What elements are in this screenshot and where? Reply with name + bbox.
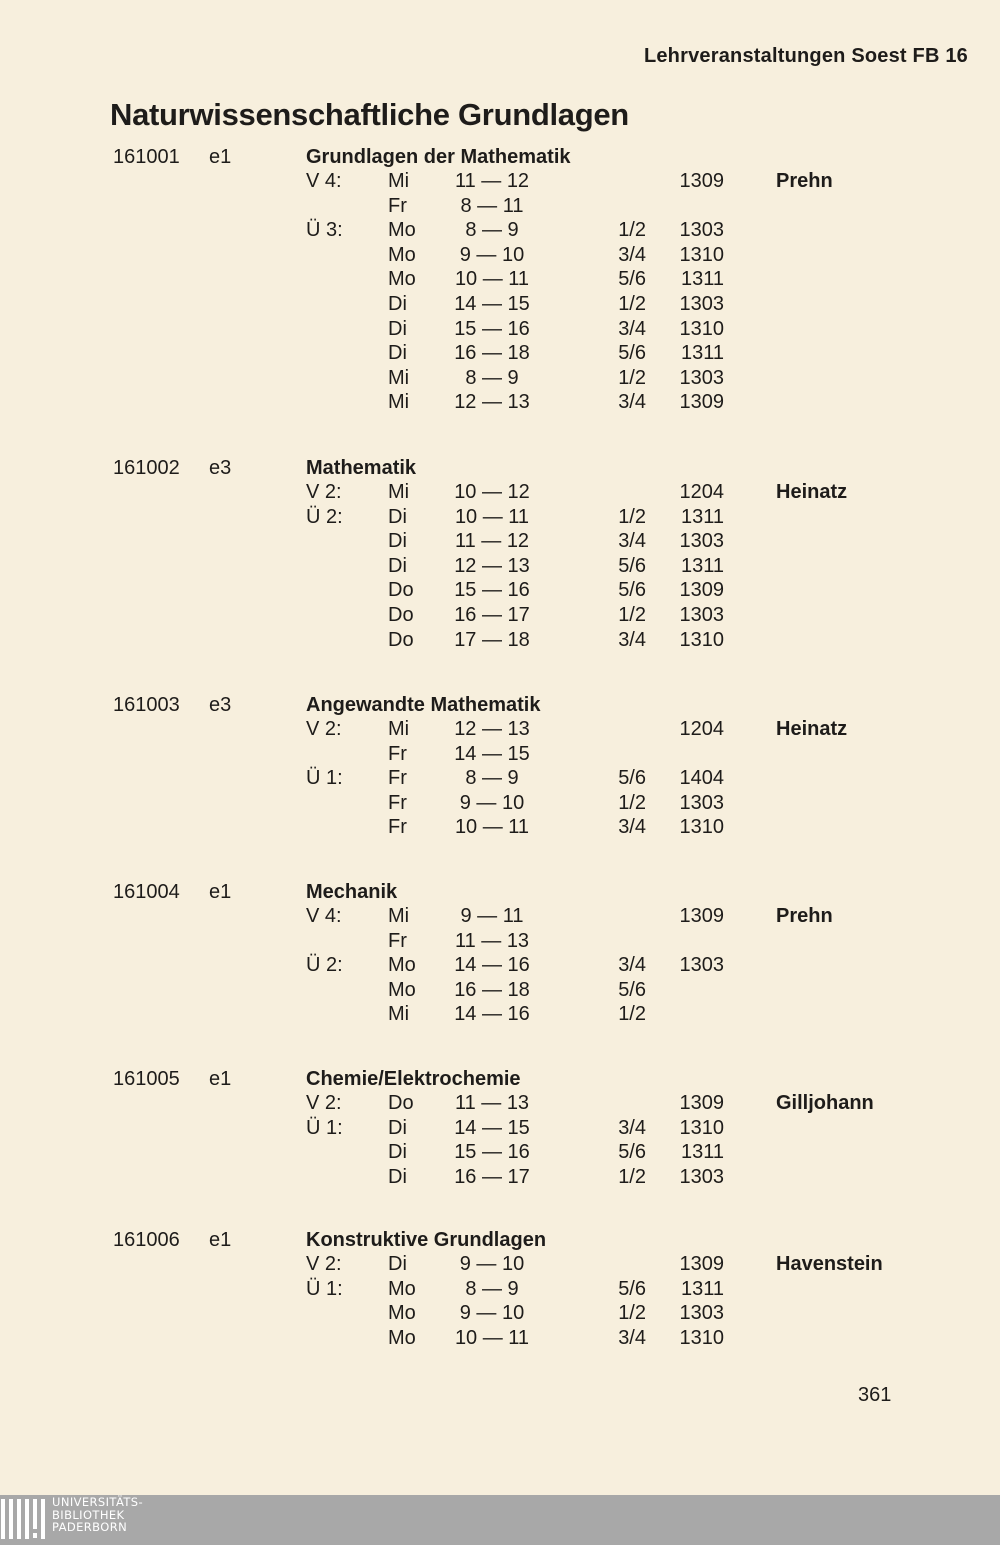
course-id: 161003	[113, 694, 180, 716]
session-type: Ü 3:	[306, 219, 343, 242]
schedule-row	[0, 743, 1000, 768]
group-number: 1/2	[618, 505, 646, 528]
schedule-row	[0, 792, 1000, 817]
schedule-row	[0, 481, 1000, 506]
room-number: 1311	[680, 1277, 724, 1300]
weekday: Mo	[388, 243, 416, 266]
schedule-row	[0, 367, 1000, 392]
group-number: 1/2	[618, 603, 646, 626]
weekday: Fr	[388, 194, 407, 217]
course-title: Chemie/Elektrochemie	[306, 1068, 521, 1090]
room-number: 1311	[680, 554, 724, 577]
room-number: 1309	[679, 170, 724, 192]
time-slot: 11 — 12	[454, 170, 530, 192]
schedule-row	[0, 1092, 1000, 1117]
room-number: 1404	[679, 767, 724, 790]
lecturer-name: Heinatz	[776, 718, 848, 740]
time-slot: 15 — 16	[454, 579, 530, 602]
room-number: 1310	[679, 816, 724, 839]
course-entry	[0, 457, 1000, 653]
room-number: 1303	[679, 603, 724, 626]
time-slot: 14 — 15	[454, 742, 530, 765]
schedule-row	[0, 1141, 1000, 1166]
session-type: Ü 2:	[306, 505, 343, 528]
schedule-row	[0, 170, 1000, 195]
schedule-row	[0, 1003, 1000, 1028]
time-slot: 12 — 13	[454, 554, 530, 577]
room-number: 1303	[679, 292, 724, 315]
time-slot: 8 — 9	[465, 1277, 519, 1300]
room-number: 1303	[679, 1165, 724, 1188]
course-level: e3	[209, 694, 232, 716]
time-slot: 9 — 10	[459, 791, 525, 814]
course-id: 161005	[113, 1068, 180, 1090]
group-number: 3/4	[618, 530, 646, 553]
course-header	[0, 1068, 1000, 1092]
room-number: 1310	[679, 243, 724, 266]
room-number: 1311	[680, 505, 724, 528]
weekday: Fr	[388, 742, 407, 765]
room-number: 1310	[679, 317, 724, 340]
session-type: V 2:	[306, 1092, 342, 1114]
room-number: 1303	[679, 791, 724, 814]
lecturer-name: Prehn	[776, 170, 833, 192]
section-title: Naturwissenschaftliche Grundlagen	[110, 97, 629, 132]
weekday: Di	[388, 292, 407, 315]
weekday: Do	[388, 628, 414, 651]
schedule-row	[0, 930, 1000, 955]
time-slot: 12 — 13	[454, 718, 530, 740]
schedule-row	[0, 604, 1000, 629]
group-number: 3/4	[618, 1116, 646, 1139]
group-number: 5/6	[618, 579, 646, 602]
course-id: 161001	[113, 146, 180, 168]
schedule-row	[0, 954, 1000, 979]
session-type: Ü 1:	[306, 767, 343, 790]
group-number: 5/6	[618, 342, 646, 365]
room-number: 1309	[679, 1253, 724, 1275]
schedule-row	[0, 816, 1000, 841]
group-number: 1/2	[618, 1165, 646, 1188]
weekday: Di	[388, 1253, 407, 1275]
time-slot: 9 — 10	[459, 243, 525, 266]
room-number: 1309	[679, 579, 724, 602]
weekday: Mi	[388, 481, 410, 503]
room-number: 1303	[679, 954, 724, 977]
course-entry	[0, 1229, 1000, 1351]
weekday: Fr	[388, 791, 407, 814]
weekday: Di	[388, 505, 407, 528]
time-slot: 14 — 15	[454, 292, 530, 315]
schedule-row	[0, 293, 1000, 318]
time-slot: 11 — 13	[454, 1092, 530, 1114]
weekday: Mo	[388, 978, 416, 1001]
weekday: Do	[388, 579, 414, 602]
room-number: 1303	[679, 530, 724, 553]
time-slot: 10 — 11	[454, 268, 530, 291]
lecturer-name: Prehn	[776, 905, 833, 927]
room-number: 1303	[679, 219, 724, 242]
group-number: 1/2	[618, 292, 646, 315]
course-title: Konstruktive Grundlagen	[306, 1229, 547, 1251]
schedule-row	[0, 219, 1000, 244]
group-number: 5/6	[618, 1141, 646, 1164]
schedule-row	[0, 1278, 1000, 1303]
time-slot: 16 — 18	[454, 978, 530, 1001]
group-number: 3/4	[618, 816, 646, 839]
library-name-line: PADERBORN	[52, 1520, 128, 1534]
time-slot: 9 — 10	[459, 1253, 525, 1275]
weekday: Fr	[388, 767, 407, 790]
course-entry	[0, 881, 1000, 1028]
weekday: Mo	[388, 954, 416, 977]
room-number: 1311	[680, 342, 724, 365]
lecturer-name: Heinatz	[776, 481, 848, 503]
schedule-row	[0, 530, 1000, 555]
weekday: Di	[388, 1141, 407, 1164]
weekday: Mi	[388, 905, 410, 927]
time-slot: 8 — 9	[465, 219, 519, 242]
time-slot: 16 — 17	[454, 603, 530, 626]
course-title: Grundlagen der Mathematik	[306, 146, 571, 168]
weekday: Mi	[388, 1003, 410, 1026]
time-slot: 11 — 12	[454, 530, 530, 553]
group-number: 1/2	[618, 366, 646, 389]
session-type: Ü 1:	[306, 1116, 343, 1139]
group-number: 1/2	[618, 1003, 646, 1026]
group-number: 5/6	[618, 1277, 646, 1300]
room-number: 1310	[679, 1116, 724, 1139]
weekday: Di	[388, 554, 407, 577]
page-number: 361	[858, 1384, 892, 1406]
time-slot: 8 — 9	[465, 767, 519, 790]
group-number: 5/6	[618, 767, 646, 790]
course-title: Mechanik	[306, 881, 398, 903]
group-number: 5/6	[618, 978, 646, 1001]
schedule-row	[0, 767, 1000, 792]
schedule-row	[0, 579, 1000, 604]
time-slot: 16 — 17	[454, 1165, 530, 1188]
group-number: 3/4	[618, 243, 646, 266]
course-header	[0, 881, 1000, 905]
weekday: Di	[388, 1116, 407, 1139]
course-entry	[0, 694, 1000, 841]
time-slot: 9 — 11	[460, 905, 524, 927]
schedule-row	[0, 391, 1000, 416]
group-number: 3/4	[618, 1326, 646, 1349]
time-slot: 10 — 11	[454, 505, 530, 528]
session-type: V 4:	[306, 170, 342, 192]
course-level: e3	[209, 457, 232, 479]
course-level: e1	[209, 146, 232, 168]
time-slot: 14 — 16	[454, 954, 530, 977]
room-number: 1309	[679, 391, 724, 414]
session-type: Ü 2:	[306, 954, 343, 977]
time-slot: 10 — 12	[454, 481, 530, 503]
time-slot: 15 — 16	[454, 317, 530, 340]
course-id: 161006	[113, 1229, 180, 1251]
schedule-row	[0, 718, 1000, 743]
schedule-row	[0, 268, 1000, 293]
schedule-row	[0, 342, 1000, 367]
time-slot: 12 — 13	[454, 391, 530, 414]
time-slot: 17 — 18	[454, 628, 530, 651]
group-number: 3/4	[618, 954, 646, 977]
course-level: e1	[209, 1068, 232, 1090]
schedule-row	[0, 318, 1000, 343]
weekday: Mo	[388, 219, 416, 242]
course-header	[0, 1229, 1000, 1253]
room-number: 1310	[679, 1326, 724, 1349]
course-header	[0, 457, 1000, 481]
room-number: 1204	[679, 718, 724, 740]
group-number: 3/4	[618, 628, 646, 651]
library-logo-icon	[0, 1497, 46, 1541]
course-id: 161002	[113, 457, 180, 479]
room-number: 1311	[680, 268, 724, 291]
group-number: 5/6	[618, 268, 646, 291]
time-slot: 9 — 10	[459, 1302, 525, 1325]
time-slot: 14 — 16	[454, 1003, 530, 1026]
weekday: Di	[388, 342, 407, 365]
weekday: Mo	[388, 1277, 416, 1300]
session-type: Ü 1:	[306, 1277, 343, 1300]
room-number: 1303	[679, 366, 724, 389]
group-number: 1/2	[618, 791, 646, 814]
weekday: Mo	[388, 268, 416, 291]
weekday: Mi	[388, 170, 410, 192]
course-level: e1	[209, 1229, 232, 1251]
schedule-row	[0, 1117, 1000, 1142]
schedule-row	[0, 905, 1000, 930]
weekday: Mo	[388, 1326, 416, 1349]
course-title: Angewandte Mathematik	[306, 694, 541, 716]
room-number: 1303	[679, 1302, 724, 1325]
weekday: Di	[388, 1165, 407, 1188]
time-slot: 15 — 16	[454, 1141, 530, 1164]
course-title: Mathematik	[306, 457, 417, 479]
group-number: 5/6	[618, 554, 646, 577]
course-entry	[0, 146, 1000, 416]
schedule-row	[0, 555, 1000, 580]
group-number: 1/2	[618, 219, 646, 242]
room-number: 1309	[679, 1092, 724, 1114]
weekday: Do	[388, 1092, 414, 1114]
library-name-line: BIBLIOTHEK	[52, 1507, 125, 1522]
time-slot: 16 — 18	[454, 342, 530, 365]
weekday: Mi	[388, 391, 410, 414]
time-slot: 10 — 11	[454, 1326, 530, 1349]
group-number: 1/2	[618, 1302, 646, 1325]
course-header	[0, 146, 1000, 170]
library-footer	[0, 1495, 1000, 1545]
group-number: 3/4	[618, 391, 646, 414]
time-slot: 8 — 9	[465, 366, 519, 389]
weekday: Di	[388, 530, 407, 553]
session-type: V 4:	[306, 905, 342, 927]
lecturer-name: Gilljohann	[776, 1092, 874, 1114]
session-type: V 2:	[306, 718, 342, 740]
library-name	[52, 1496, 143, 1534]
session-type: V 2:	[306, 481, 342, 503]
session-type: V 2:	[306, 1253, 342, 1275]
library-name-line: UNIVERSITÄTS-	[52, 1495, 144, 1509]
course-level: e1	[209, 881, 232, 903]
weekday: Mi	[388, 366, 410, 389]
time-slot: 14 — 15	[454, 1116, 530, 1139]
course-header	[0, 694, 1000, 718]
weekday: Do	[388, 603, 414, 626]
time-slot: 10 — 11	[454, 816, 530, 839]
course-id: 161004	[113, 881, 180, 903]
schedule-row	[0, 506, 1000, 531]
weekday: Mi	[388, 718, 410, 740]
schedule-row	[0, 195, 1000, 220]
schedule-row	[0, 1253, 1000, 1278]
schedule-row	[0, 979, 1000, 1004]
schedule-row	[0, 1327, 1000, 1352]
course-entry	[0, 1068, 1000, 1190]
weekday: Fr	[388, 816, 407, 839]
room-number: 1311	[680, 1141, 724, 1164]
schedule-row	[0, 1166, 1000, 1191]
lecturer-name: Havenstein	[776, 1253, 883, 1275]
weekday: Fr	[388, 929, 407, 952]
weekday: Mo	[388, 1302, 416, 1325]
room-number: 1204	[679, 481, 724, 503]
schedule-row	[0, 629, 1000, 654]
room-number: 1309	[679, 905, 724, 927]
time-slot: 8 — 11	[460, 194, 524, 217]
schedule-row	[0, 1302, 1000, 1327]
room-number: 1310	[679, 628, 724, 651]
group-number: 3/4	[618, 317, 646, 340]
schedule-row	[0, 244, 1000, 269]
weekday: Di	[388, 317, 407, 340]
running-head: Lehrveranstaltungen Soest FB 16	[643, 45, 968, 67]
time-slot: 11 — 13	[454, 929, 530, 952]
